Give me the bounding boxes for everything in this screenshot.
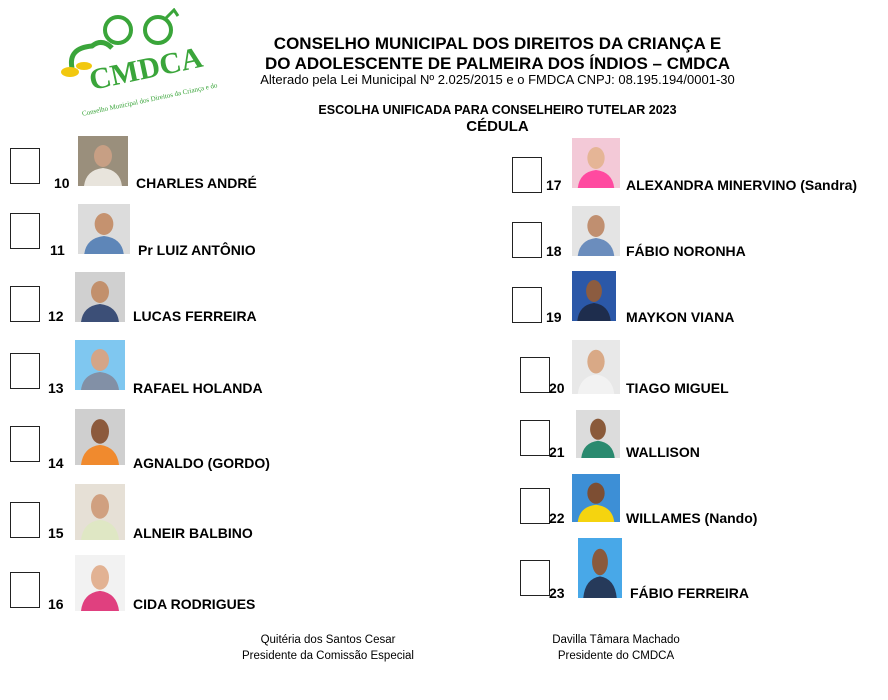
- candidate-photo: [75, 484, 125, 540]
- signature-left-name: Quitéria dos Santos Cesar: [260, 634, 396, 646]
- vote-checkbox[interactable]: [512, 222, 542, 258]
- candidate-name: RAFAEL HOLANDA: [133, 380, 263, 396]
- vote-checkbox[interactable]: [512, 287, 542, 323]
- candidate-photo: [78, 136, 128, 186]
- candidate-photo: [78, 204, 130, 254]
- candidate-number: 17: [546, 177, 562, 193]
- candidate-photo: [75, 555, 125, 611]
- candidate-photo: [576, 410, 620, 458]
- candidate-name: CHARLES ANDRÉ: [136, 175, 257, 191]
- signature-left-role: Presidente da Comissão Especial: [242, 650, 414, 662]
- vote-checkbox[interactable]: [520, 420, 550, 456]
- candidate-photo: [572, 340, 620, 394]
- candidate-name: CIDA RODRIGUES: [133, 596, 256, 612]
- candidate-number: 13: [48, 380, 64, 396]
- candidate-number: 19: [546, 309, 562, 325]
- vote-checkbox[interactable]: [520, 560, 550, 596]
- candidate-photo: [75, 340, 125, 390]
- signature-right-name: Davilla Tâmara Machado: [552, 634, 680, 646]
- candidate-number: 21: [549, 444, 565, 460]
- candidate-name: FÁBIO FERREIRA: [630, 585, 749, 601]
- candidate-name: MAYKON VIANA: [626, 309, 735, 325]
- vote-checkbox[interactable]: [520, 357, 550, 393]
- svg-text:Conselho Municipal dos Direito: Conselho Municipal dos Direitos da Criança e do: [81, 81, 218, 118]
- candidate-photo: [572, 138, 620, 188]
- candidate-number: 14: [48, 455, 64, 471]
- candidate-number: 15: [48, 525, 64, 541]
- title-line-2: DO ADOLESCENTE DE PALMEIRA DOS ÍNDIOS – CMDCA: [264, 54, 730, 73]
- vote-checkbox[interactable]: [512, 157, 542, 193]
- candidate-number: 11: [50, 242, 65, 258]
- ballot-label: CÉDULA: [466, 118, 529, 135]
- signature-left: [218, 632, 438, 664]
- candidate-photo: [572, 206, 620, 256]
- signature-right-role: Presidente do CMDCA: [557, 650, 675, 662]
- candidate-number: 10: [54, 175, 70, 191]
- svg-text:CMDCA: CMDCA: [86, 40, 206, 97]
- candidate-photo: [572, 271, 616, 321]
- candidate-number: 18: [546, 243, 562, 259]
- candidate-number: 16: [48, 596, 64, 612]
- vote-checkbox[interactable]: [10, 148, 40, 184]
- candidate-number: 22: [549, 510, 565, 526]
- vote-checkbox[interactable]: [10, 286, 40, 322]
- candidate-photo: [572, 474, 620, 522]
- vote-checkbox[interactable]: [520, 488, 550, 524]
- legal-subtitle: Alterado pela Lei Municipal Nº 2.025/2015 e o FMDCA CNPJ: 08.195.194/0001-30: [260, 72, 735, 87]
- signature-right: [506, 632, 726, 664]
- candidate-name: WILLAMES (Nando): [626, 510, 758, 526]
- vote-checkbox[interactable]: [10, 213, 40, 249]
- vote-checkbox[interactable]: [10, 572, 40, 608]
- candidate-number: 23: [549, 585, 565, 601]
- candidate-name: Pr LUIZ ANTÔNIO: [138, 242, 256, 258]
- vote-checkbox[interactable]: [10, 502, 40, 538]
- candidate-name: ALNEIR BALBINO: [133, 525, 253, 541]
- candidate-name: WALLISON: [626, 444, 700, 460]
- candidate-name: ALEXANDRA MINERVINO (Sandra): [626, 177, 858, 193]
- candidate-name: TIAGO MIGUEL: [626, 380, 729, 396]
- candidate-photo: [75, 272, 125, 322]
- candidate-name: FÁBIO NORONHA: [626, 243, 746, 259]
- candidate-name: LUCAS FERREIRA: [133, 308, 257, 324]
- vote-checkbox[interactable]: [10, 426, 40, 462]
- vote-checkbox[interactable]: [10, 353, 40, 389]
- cmdca-logo: [58, 8, 218, 120]
- candidate-photo: [578, 538, 622, 598]
- candidate-name: AGNALDO (GORDO): [133, 455, 270, 471]
- title-line-1: CONSELHO MUNICIPAL DOS DIREITOS DA CRIANÇA E: [273, 34, 722, 53]
- election-title: ESCOLHA UNIFICADA PARA CONSELHEIRO TUTELAR 2023: [318, 103, 677, 117]
- candidate-photo: [75, 409, 125, 465]
- candidate-number: 20: [549, 380, 565, 396]
- candidate-number: 12: [48, 308, 64, 324]
